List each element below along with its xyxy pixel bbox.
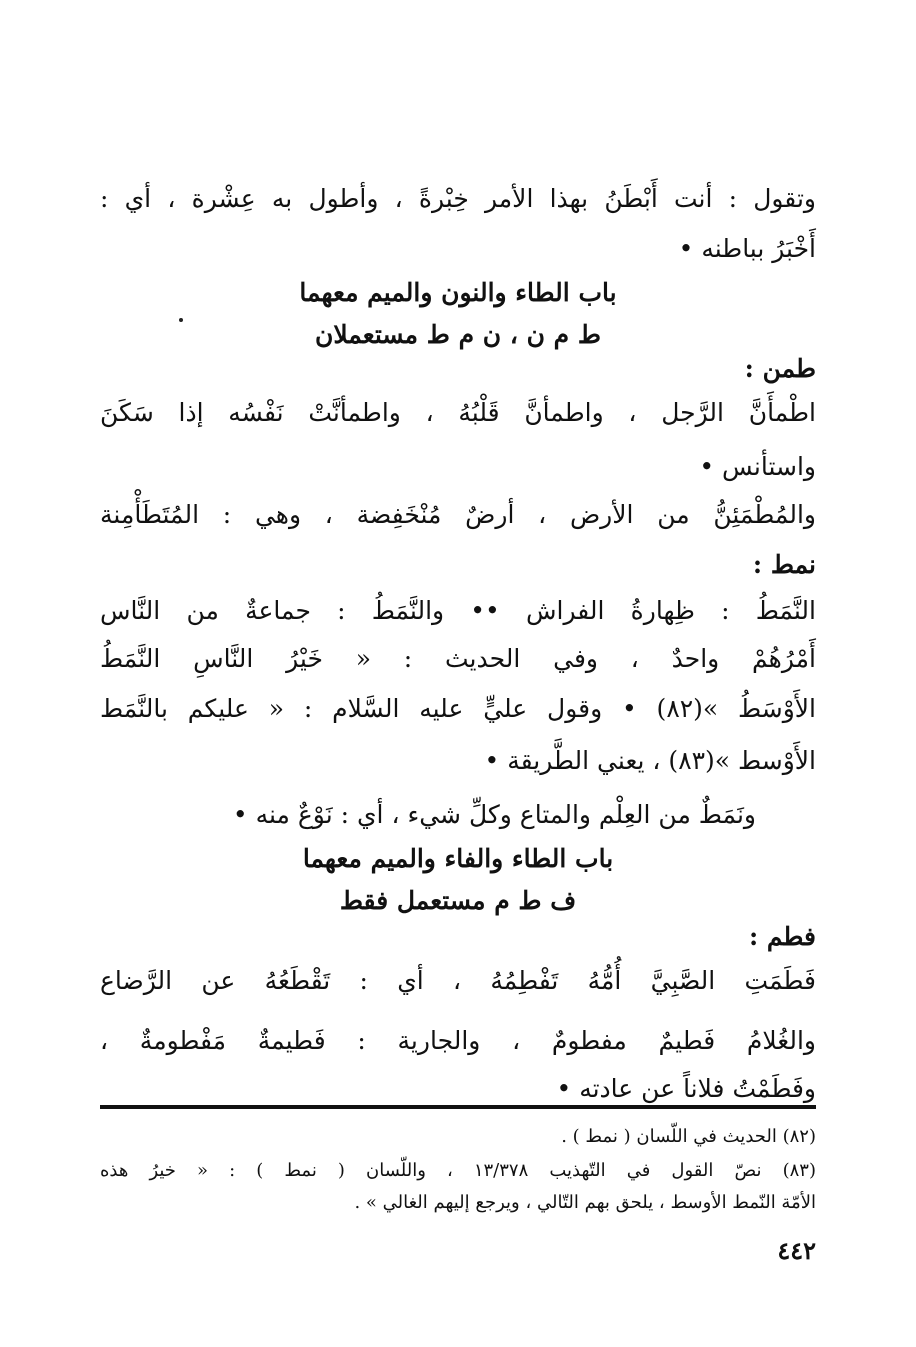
footnote-divider xyxy=(100,1105,816,1109)
text-line-10: ونَمَطٌ من العِلْم والمتاع وكلِّ شيء ، أي : نَوْعٌ منه • xyxy=(232,800,756,829)
root-heading-nmt: نمط : xyxy=(752,550,816,579)
text-line-7: أَمْرُهُمْ واحدٌ ، وفي الحديث : « خَيْرُ النَّاسِ النَّمَطُ xyxy=(100,644,816,673)
footnote-83-line-1: (٨٣) نصّ القول في التّهذيب ١٣/٣٧٨ ، واللّسان ( نمط ) : « خيرُ هذه xyxy=(100,1160,816,1181)
text-line-5: والمُطْمَئِنُّ من الأرض ، أرضٌ مُنْخَفِضة ، وهي : المُتَطَأْمِنة xyxy=(100,500,816,529)
footnote-82: (٨٢) الحديث في اللّسان ( نمط ) . xyxy=(561,1126,816,1147)
footnote-83-line-2: الأمّة النّمط الأوسط ، يلحق بهم التّالي ، ويرجع إليهم الغالي » . xyxy=(354,1192,816,1213)
text-line-3: اطْمأَنَّ الرَّجل ، واطمأنَّ قَلْبُهُ ، واطمأنَّتْ نَفْسُه إذا سَكَنَ xyxy=(100,398,816,427)
text-line-2: أَخْبَرُ بباطنه • xyxy=(678,234,816,263)
chapter-subheading-1: ط م ن ، ن م ط مستعملان xyxy=(315,320,601,349)
root-heading-ftm: فطم : xyxy=(748,922,816,951)
text-line-12: والغُلامُ فَطيمٌ مفطومٌ ، والجارية : فَطيمةٌ مَفْطومةٌ ، xyxy=(100,1026,816,1055)
chapter-subheading-2: ف ط م مستعمل فقط xyxy=(339,886,577,915)
text-line-13: وفَطَمْتُ فلاناً عن عادته • xyxy=(556,1074,816,1103)
page-number: ٤٤٢ xyxy=(777,1236,816,1265)
text-line-11: فَطَمَتِ الصَّبِيَّ أُمُّهُ تَفْطِمُهُ ، أي : تَقْطَعُهُ عن الرَّضاع xyxy=(100,966,816,995)
text-line-9: الأَوْسط »(٨٣) ، يعني الطَّريقة • xyxy=(484,746,816,775)
chapter-heading-1: باب الطاء والنون والميم معهما xyxy=(299,278,617,307)
text-line-8: الأَوْسَطُ »(٨٢) • وقول عليٍّ عليه السَّلام : « عليكم بالنَّمَط xyxy=(100,694,817,723)
text-line-6: النَّمَطُ : ظِهارةُ الفراش •• والنَّمَطُ : جماعةٌ من النَّاس xyxy=(100,596,816,625)
chapter-heading-2: باب الطاء والفاء والميم معهما xyxy=(302,844,614,873)
text-line-4: واستأنس • xyxy=(699,452,816,481)
root-heading-tmn: طمن : xyxy=(744,354,816,383)
text-line-1: وتقول : أنت أَبْطَنُ بهذا الأمر خِبْرةً ، وأطول به عِشْرة ، أي : xyxy=(100,184,816,213)
